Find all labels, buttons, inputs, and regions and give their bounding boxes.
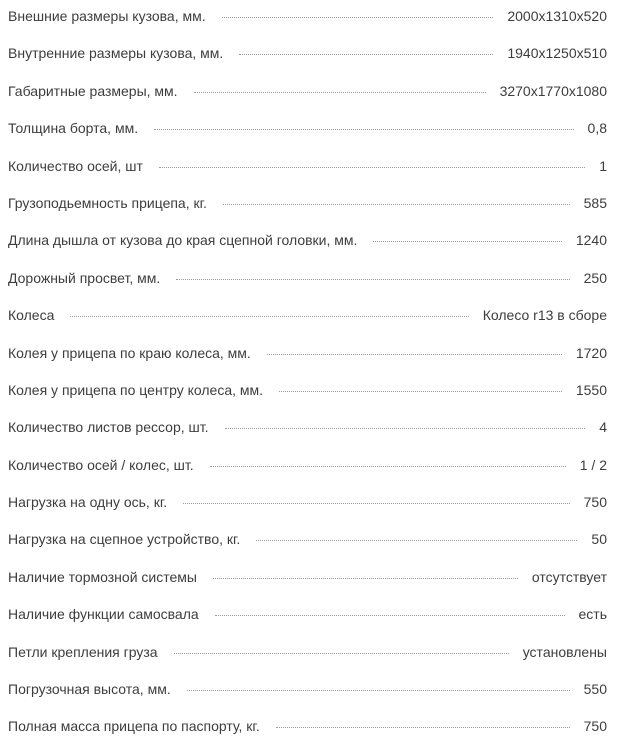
spec-row-tipper-function (8, 598, 607, 635)
spec-label: Колеса (8, 307, 55, 324)
spec-label: Колея у прицепа по центру колеса, мм. (8, 381, 264, 398)
spec-row-payload (8, 187, 607, 224)
spec-label: Погрузочная высота, мм. (8, 681, 171, 698)
spec-label: Нагрузка на одну ось, кг. (8, 494, 168, 511)
dotted-leader (213, 578, 518, 579)
spec-value: 750 (583, 718, 607, 735)
dotted-leader (225, 428, 586, 429)
dotted-leader (215, 615, 565, 616)
spec-row-coupling-load (8, 523, 607, 560)
spec-row-gross-mass (8, 710, 607, 747)
spec-value: 250 (583, 269, 607, 286)
spec-value: 550 (583, 681, 607, 698)
dotted-leader (239, 54, 493, 55)
spec-value: 1 / 2 (579, 456, 607, 473)
spec-value: отсутствует (531, 568, 607, 585)
spec-label: Грузоподьемность прицепа, кг. (8, 194, 207, 211)
spec-row-cargo-loops (8, 636, 607, 673)
spec-row-axles-wheels (8, 449, 607, 486)
spec-row-side-thickness (8, 112, 607, 149)
dotted-leader (194, 92, 486, 93)
spec-label: Полная масса прицепа по паспорту, кг. (8, 718, 260, 735)
spec-label: Дорожный просвет, мм. (8, 269, 161, 286)
spec-value: 2000x1310x520 (507, 8, 607, 24)
spec-row-track-outer (8, 337, 607, 374)
spec-value: 50 (591, 531, 607, 548)
dotted-leader (183, 503, 570, 504)
spec-row-ground-clearance (8, 262, 607, 299)
spec-label: Количество осей / колес, шт. (8, 456, 194, 473)
spec-row-overall-dimensions (8, 75, 607, 112)
dotted-leader (174, 653, 509, 654)
dotted-leader (70, 316, 468, 317)
spec-label: Внутренние размеры кузова, мм. (8, 45, 224, 62)
spec-label: Количество листов рессор, шт. (8, 419, 209, 436)
dotted-leader (279, 391, 562, 392)
spec-row-inner-dimensions (8, 37, 607, 74)
spec-row-track-center (8, 374, 607, 411)
dotted-leader (276, 727, 570, 728)
spec-value: Колесо r13 в сборе (482, 307, 607, 324)
spec-row-outer-dimensions (8, 0, 607, 37)
spec-row-brake-system (8, 561, 607, 598)
spec-label: Внешние размеры кузова, мм. (8, 8, 206, 24)
spec-value: 750 (583, 494, 607, 511)
spec-value: 1240 (575, 232, 607, 249)
dotted-leader (267, 354, 562, 355)
spec-label: Габаритные размеры, мм. (8, 82, 178, 99)
spec-row-axle-count (8, 150, 607, 187)
dotted-leader (159, 167, 585, 168)
spec-row-drawbar-length (8, 224, 607, 261)
spec-value: 1550 (575, 381, 607, 398)
spec-value: 1940x1250x510 (507, 45, 607, 62)
dotted-leader (223, 204, 570, 205)
spec-label: Петли крепления груза (8, 643, 158, 660)
spec-value: 1720 (575, 344, 607, 361)
spec-value: 585 (583, 194, 607, 211)
spec-row-loading-height (8, 673, 607, 710)
spec-row-wheels (8, 299, 607, 336)
dotted-leader (256, 540, 577, 541)
spec-label: Длина дышла от кузова до края сцепной головки, мм. (8, 232, 358, 249)
spec-value: 1 (599, 157, 607, 174)
spec-row-axle-load (8, 486, 607, 523)
dotted-leader (210, 466, 566, 467)
spec-value: 3270x1770x1080 (499, 82, 607, 99)
spec-label: Наличие функции самосвала (8, 606, 199, 623)
dotted-leader (154, 129, 573, 130)
spec-value: 0,8 (587, 120, 607, 137)
dotted-leader (187, 690, 570, 691)
spec-value: установлены (522, 643, 607, 660)
spec-label: Толщина борта, мм. (8, 120, 139, 137)
spec-label: Колея у прицепа по краю колеса, мм. (8, 344, 251, 361)
spec-value: 4 (599, 419, 607, 436)
spec-label: Количество осей, шт (8, 157, 143, 174)
dotted-leader (176, 279, 569, 280)
dotted-leader (222, 17, 494, 18)
spec-label: Нагрузка на сцепное устройство, кг. (8, 531, 241, 548)
dotted-leader (373, 241, 561, 242)
spec-value: есть (578, 606, 607, 623)
spec-label: Наличие тормозной системы (8, 568, 197, 585)
spec-row-spring-leaves (8, 411, 607, 448)
